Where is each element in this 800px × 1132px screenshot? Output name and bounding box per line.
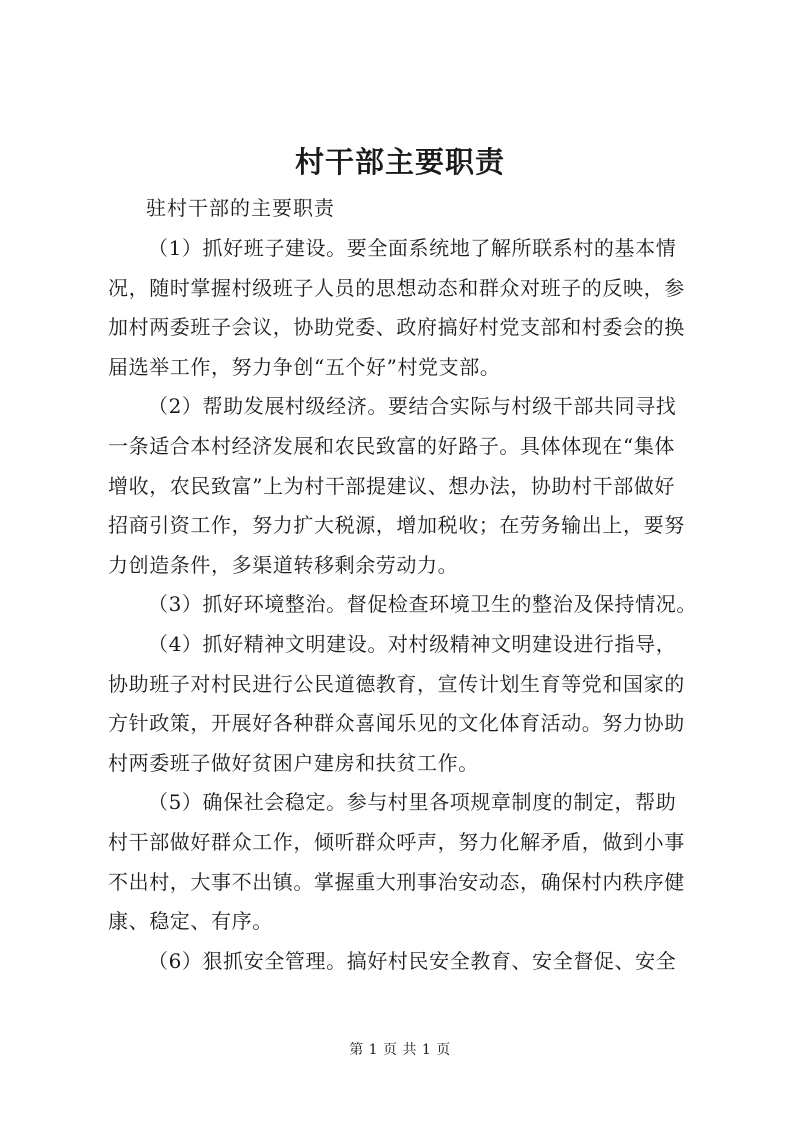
body-line: 力创造条件，多渠道转移剩余劳动力。 [108, 552, 459, 577]
document-body [108, 229, 708, 981]
body-line: （6）狠抓安全管理。搞好村民安全教育、安全督促、安全 [148, 948, 677, 973]
body-line: 况，随时掌握村级班子人员的思想动态和群众对班子的反映，参 [108, 275, 685, 300]
body-line: 村干部做好群众工作，倾听群众呼声，努力化解矛盾，做到小事 [108, 829, 685, 854]
body-line: （3）抓好环境整治。督促检查环境卫生的整治及保持情况。 [148, 592, 697, 617]
page-footer: 第 1 页 共 1 页 [349, 1042, 451, 1058]
body-line: 协助班子对村民进行公民道德教育，宣传计划生育等党和国家的 [108, 671, 685, 696]
body-line: 不出村，大事不出镇。掌握重大刑事治安动态，确保村内秩序健 [108, 869, 685, 894]
body-line: 村两委班子做好贫困户建房和扶贫工作。 [108, 750, 479, 775]
body-line: （1）抓好班子建设。要全面系统地了解所联系村的基本情 [148, 236, 677, 260]
document-title: 村干部主要职责 [294, 145, 505, 179]
body-line: 增收，农民致富”上为村干部提建议、想办法，协助村干部做好 [108, 473, 676, 498]
body-line: （2）帮助发展村级经济。要结合实际与村级干部共同寻找 [148, 394, 677, 419]
body-line: （5）确保社会稳定。参与村里各项规章制度的制定，帮助 [148, 790, 677, 815]
body-line: 一条适合本村经济发展和农民致富的好路子。具体体现在“集体 [108, 433, 676, 458]
body-line: 康、稳定、有序。 [108, 909, 273, 934]
document-subtitle: 驻村干部的主要职责 [146, 196, 335, 220]
body-line: 届选举工作，努力争创“五个好”村党支部。 [108, 354, 501, 379]
body-line: （4）抓好精神文明建设。对村级精神文明建设进行指导， [148, 631, 677, 656]
body-line: 招商引资工作，努力扩大税源，增加税收；在劳务输出上，要努 [108, 513, 685, 538]
body-line: 方针政策，开展好各种群众喜闻乐见的文化体育活动。努力协助 [108, 711, 685, 736]
body-line: 加村两委班子会议，协助党委、政府搞好村党支部和村委会的换 [108, 315, 685, 340]
